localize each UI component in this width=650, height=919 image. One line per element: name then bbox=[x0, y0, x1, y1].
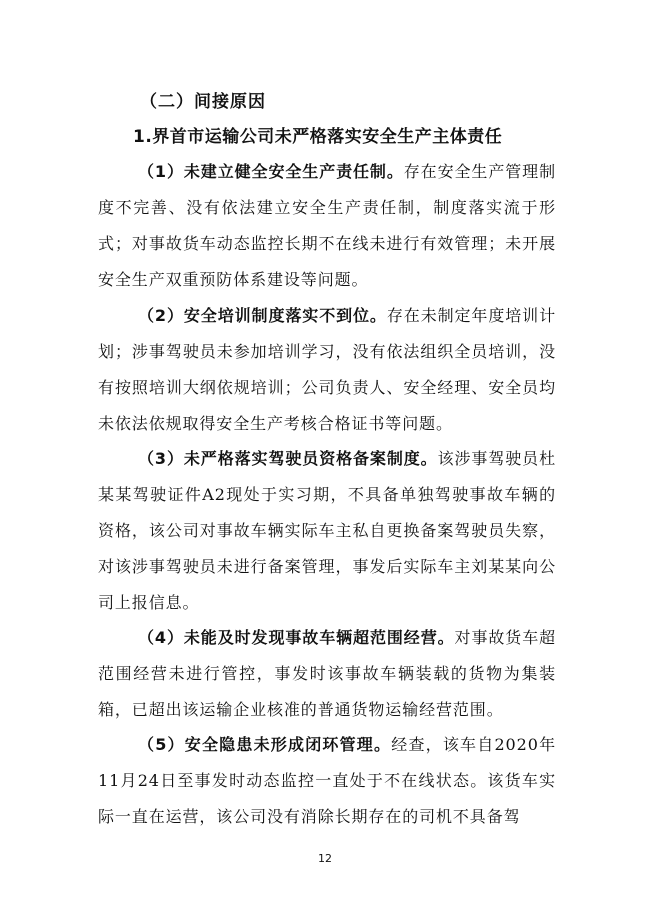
paragraph bbox=[98, 298, 556, 442]
paragraph-lead: （3）未严格落实驾驶员资格备案制度。 bbox=[138, 449, 438, 468]
page-number: 12 bbox=[318, 852, 332, 865]
paragraph-lead: （1）未建立健全安全生产责任制。 bbox=[138, 162, 404, 181]
paragraph-body: 存在安全生产管理制度不完善、没有依法建立安全生产责任制，制度落实流于形式；对事故货车动态监控长期不在线未进行有效管理；未开展安全生产双重预防体系建设等问题。 bbox=[98, 162, 556, 289]
paragraph-lead: （5）安全隐患未形成闭环管理。 bbox=[138, 735, 392, 754]
paragraph bbox=[98, 154, 556, 298]
section-heading: （二）间接原因 bbox=[140, 92, 266, 112]
paragraph-body: 存在未制定年度培训计划；涉事驾驶员未参加培训学习，没有依法组织全员培训，没有按照培训大纲依规培训；公司负责人、安全经理、安全员均未依法依规取得安全生产考核合格证书等问题。 bbox=[98, 306, 556, 433]
paragraph bbox=[98, 620, 556, 728]
paragraph bbox=[98, 727, 556, 835]
paragraph bbox=[98, 441, 556, 621]
paragraph-body: 对事故货车超范围经营未进行管控，事发时该事故车辆装载的货物为集装箱，已超出该运输企业核准的普通货物运输经营范围。 bbox=[98, 628, 557, 719]
paragraph-body: 该涉事驾驶员杜某某驾驶证件A2现处于实习期，不具备单独驾驶事故车辆的资格，该公司对事故车辆实际车主私自更换备案驾驶员失察，对该涉事驾驶员未进行备案管理，事发后实际车主刘某某向公司上报信息。 bbox=[98, 449, 556, 612]
paragraph-lead: （4）未能及时发现事故车辆超范围经营。 bbox=[138, 628, 455, 647]
subsection-heading: 1.界首市运输公司未严格落实安全生产主体责任 bbox=[133, 127, 503, 147]
paragraph-body: 经查，该车自2020年11月24日至事发时动态监控一直处于不在线状态。该货车实际一直在运营，该公司没有消除长期存在的司机不具备驾 bbox=[98, 735, 556, 826]
paragraph-lead: （2）安全培训制度落实不到位。 bbox=[138, 306, 387, 325]
